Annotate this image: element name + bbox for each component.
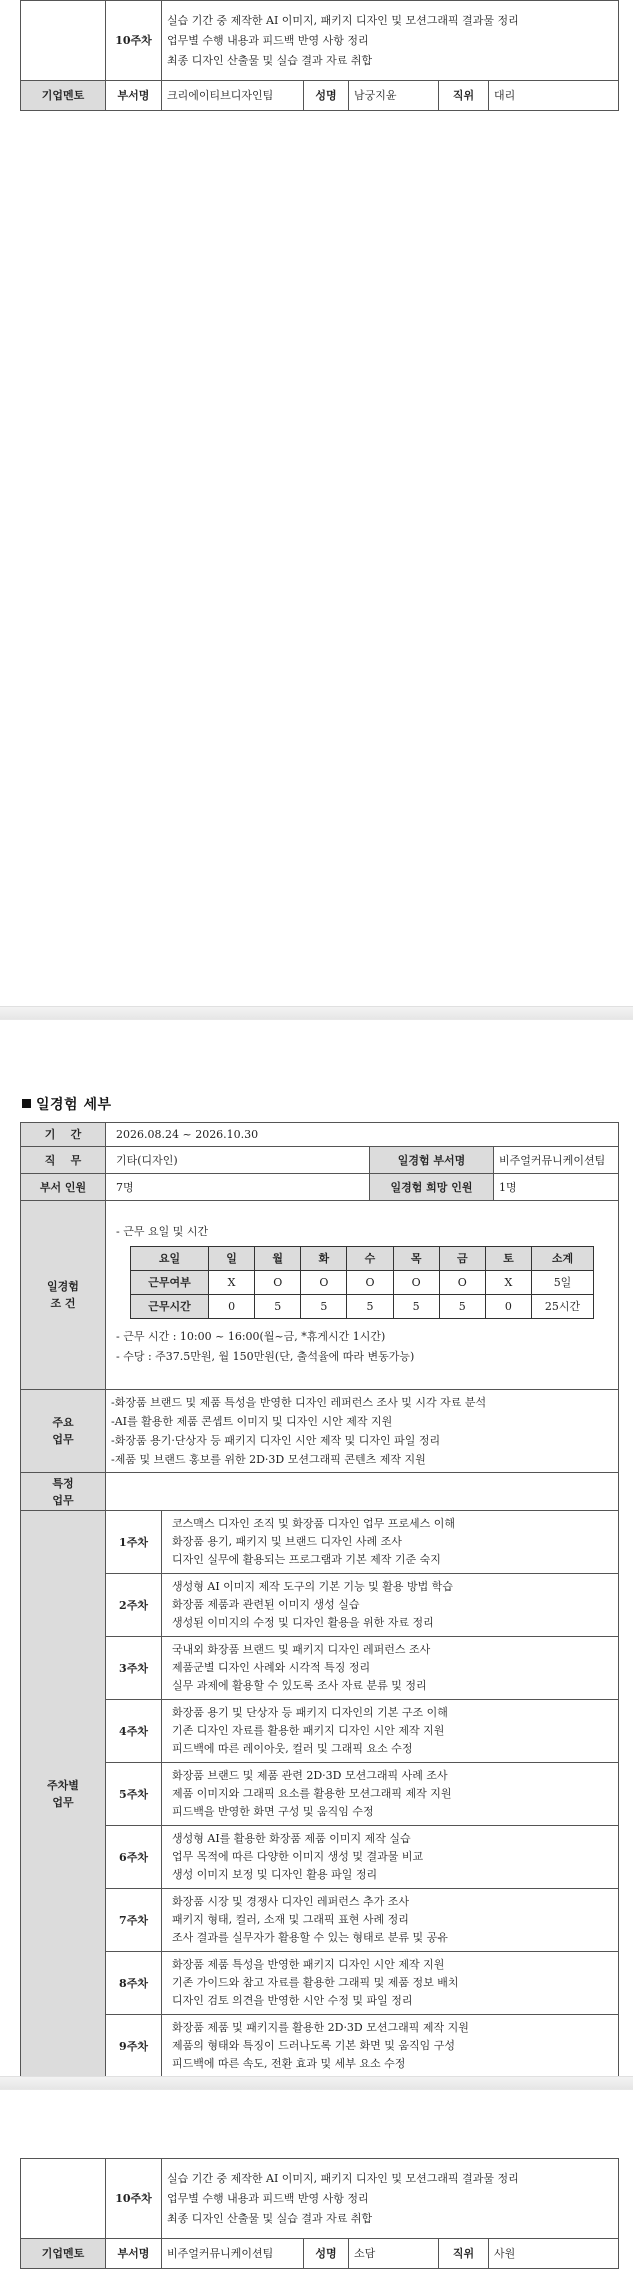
main-duty-label-line: 업무 bbox=[52, 1433, 74, 1446]
week-label: 3주차 bbox=[106, 1637, 162, 1700]
week-label: 7주차 bbox=[106, 1889, 162, 1952]
week-line: 피드백을 반영한 화면 구성 및 움직임 수정 bbox=[172, 1805, 374, 1818]
week-line: 생성된 이미지의 수정 및 디자인 활용을 위한 자료 정리 bbox=[172, 1616, 434, 1629]
conditions-note: - 수당 : 주37.5만원, 월 150만원(단, 출석율에 따라 변동가능) bbox=[116, 1350, 415, 1363]
weekly-duty-label-line: 주차별 bbox=[47, 1779, 79, 1792]
conditions-content bbox=[106, 1201, 619, 1390]
special-duty-label bbox=[21, 1473, 106, 1511]
period-label: 기 간 bbox=[21, 1123, 106, 1147]
mentor-dept-value: 크리에이티브디자인팀 bbox=[162, 81, 304, 111]
work-schedule-table bbox=[130, 1246, 594, 1319]
week10-line: 최종 디자인 산출물 및 실습 결과 자료 취합 bbox=[167, 53, 373, 67]
job-label: 직 무 bbox=[21, 1147, 106, 1174]
conditions-label-line: 일경험 bbox=[47, 1280, 79, 1293]
section-title-text: 일경험 세부 bbox=[36, 1097, 112, 1113]
mentor-name-value: 남궁지윤 bbox=[349, 81, 439, 111]
week-line: 화장품 제품 및 패키지를 활용한 2D·3D 모션그래픽 제작 지원 bbox=[172, 2021, 469, 2034]
bottom-continuation-table bbox=[20, 2158, 619, 2269]
schedule-cell: O bbox=[439, 1271, 485, 1295]
schedule-cell: 0 bbox=[209, 1295, 255, 1319]
week-label: 1주차 bbox=[106, 1511, 162, 1574]
week-line: 디자인 실무에 활용되는 프로그램과 기본 제작 기준 숙지 bbox=[172, 1553, 441, 1566]
schedule-cell: 5 bbox=[393, 1295, 439, 1319]
section-title bbox=[22, 1094, 112, 1114]
mentor-position-label: 직위 bbox=[439, 2239, 489, 2269]
schedule-header: 목 bbox=[393, 1247, 439, 1271]
schedule-row-label: 근무여부 bbox=[131, 1271, 209, 1295]
period-value: 2026.08.24 ~ 2026.10.30 bbox=[106, 1123, 619, 1147]
hope-label: 일경험 희망 인원 bbox=[370, 1174, 494, 1201]
schedule-cell: 5 bbox=[301, 1295, 347, 1319]
week10-line: 실습 기간 중 제작한 AI 이미지, 패키지 디자인 및 모션그래픽 결과물 정리 bbox=[167, 13, 519, 27]
week-line: 업무 목적에 따른 다양한 이미지 생성 및 결과물 비교 bbox=[172, 1850, 424, 1863]
week-line: 조사 결과를 실무자가 활용할 수 있는 형태로 분류 및 공유 bbox=[172, 1931, 448, 1944]
mentor-dept-value: 비주얼커뮤니케이션팀 bbox=[162, 2239, 304, 2269]
week-line: 생성형 AI를 활용한 화장품 제품 이미지 제작 실습 bbox=[172, 1832, 411, 1845]
week-line: 코스맥스 디자인 조직 및 화장품 디자인 업무 프로세스 이해 bbox=[172, 1517, 455, 1530]
job-value: 기타(디자인) bbox=[106, 1147, 370, 1174]
week-content bbox=[162, 1889, 619, 1952]
schedule-row-label: 근무시간 bbox=[131, 1295, 209, 1319]
schedule-cell: O bbox=[301, 1271, 347, 1295]
square-bullet-icon bbox=[22, 1099, 31, 1108]
dept-value: 비주얼커뮤니케이션팀 bbox=[494, 1147, 619, 1174]
schedule-cell: 25시간 bbox=[532, 1295, 594, 1319]
main-duty-content bbox=[106, 1390, 619, 1473]
mentor-label: 기업멘토 bbox=[21, 2239, 106, 2269]
conditions-intro: - 근무 요일 및 시간 bbox=[116, 1225, 209, 1238]
schedule-header: 요일 bbox=[131, 1247, 209, 1271]
dept-label: 일경험 부서명 bbox=[370, 1147, 494, 1174]
special-duty-label-line: 업무 bbox=[52, 1493, 74, 1507]
schedule-cell: 5 bbox=[255, 1295, 301, 1319]
conditions-label bbox=[21, 1201, 106, 1390]
schedule-header: 금 bbox=[439, 1247, 485, 1271]
mentor-position-value: 대리 bbox=[489, 81, 619, 111]
mentor-position-value: 사원 bbox=[489, 2239, 619, 2269]
week10-label: 10주차 bbox=[106, 2159, 162, 2239]
week-line: 제품의 형태와 특징이 드러나도록 기본 화면 및 움직임 구성 bbox=[172, 2039, 455, 2052]
schedule-cell: 5 bbox=[439, 1295, 485, 1319]
week10-line: 업무별 수행 내용과 피드백 반영 사항 정리 bbox=[167, 33, 369, 47]
week-line: 화장품 용기, 패키지 및 브랜드 디자인 사례 조사 bbox=[172, 1535, 402, 1548]
week-line: 제품 이미지와 그래픽 요소를 활용한 모션그래픽 제작 지원 bbox=[172, 1787, 452, 1800]
schedule-header: 일 bbox=[209, 1247, 255, 1271]
week10-line: 최종 디자인 산출물 및 실습 결과 자료 취합 bbox=[167, 2211, 373, 2225]
main-duty-item: -AI를 활용한 제품 콘셉트 이미지 및 디자인 시안 제작 지원 bbox=[111, 1415, 393, 1428]
week10-label: 10주차 bbox=[106, 1, 162, 81]
mentor-name-label: 성명 bbox=[304, 2239, 349, 2269]
week10-content bbox=[162, 2159, 619, 2239]
mentor-name-label: 성명 bbox=[304, 81, 349, 111]
week-content bbox=[162, 1511, 619, 1574]
staff-label: 부서 인원 bbox=[21, 1174, 106, 1201]
week-content bbox=[162, 1763, 619, 1826]
week-label: 8주차 bbox=[106, 1952, 162, 2015]
mentor-position-label: 직위 bbox=[439, 81, 489, 111]
schedule-header: 토 bbox=[485, 1247, 531, 1271]
schedule-header: 화 bbox=[301, 1247, 347, 1271]
week-line: 화장품 브랜드 및 제품 관련 2D·3D 모션그래픽 사례 조사 bbox=[172, 1769, 448, 1782]
week-line: 제품군별 디자인 사례와 시각적 특징 정리 bbox=[172, 1661, 371, 1674]
main-duty-item: -화장품 용기·단상자 등 패키지 디자인 시안 제작 및 디자인 파일 정리 bbox=[111, 1434, 441, 1447]
week-content bbox=[162, 1826, 619, 1889]
week-line: 국내외 화장품 브랜드 및 패키지 디자인 레퍼런스 조사 bbox=[172, 1643, 431, 1656]
week-line: 피드백에 따른 속도, 전환 효과 및 세부 요소 수정 bbox=[172, 2057, 406, 2070]
week-line: 기존 가이드와 참고 자료를 활용한 그래픽 및 제품 정보 배치 bbox=[172, 1976, 459, 1989]
weekly-duty-label bbox=[21, 1511, 106, 2078]
staff-value: 7명 bbox=[106, 1174, 370, 1201]
schedule-cell: X bbox=[209, 1271, 255, 1295]
week-label: 2주차 bbox=[106, 1574, 162, 1637]
main-duty-item: -화장품 브랜드 및 제품 특성을 반영한 디자인 레퍼런스 조사 및 시각 자료 분석 bbox=[111, 1396, 487, 1409]
mentor-name-value: 소담 bbox=[349, 2239, 439, 2269]
schedule-cell: O bbox=[347, 1271, 393, 1295]
schedule-header: 월 bbox=[255, 1247, 301, 1271]
week-line: 패키지 형태, 컬러, 소재 및 그래픽 표현 사례 정리 bbox=[172, 1913, 409, 1926]
week-content bbox=[162, 1952, 619, 2015]
week-line: 생성형 AI 이미지 제작 도구의 기본 기능 및 활용 방법 학습 bbox=[172, 1580, 454, 1593]
special-duty-content bbox=[106, 1473, 619, 1511]
schedule-header: 소계 bbox=[532, 1247, 594, 1271]
mentor-dept-label: 부서명 bbox=[106, 2239, 162, 2269]
schedule-cell: O bbox=[393, 1271, 439, 1295]
conditions-note: - 근무 시간 : 10:00 ~ 16:00(월~금, *휴게시간 1시간) bbox=[116, 1330, 386, 1343]
weekly-duty-label-line: 업무 bbox=[52, 1796, 74, 1809]
week-line: 기존 디자인 자료를 활용한 패키지 디자인 시안 제작 지원 bbox=[172, 1724, 445, 1737]
mentor-dept-label: 부서명 bbox=[106, 81, 162, 111]
main-duty-item: -제품 및 브랜드 홍보를 위한 2D·3D 모션그래픽 콘텐츠 제작 지원 bbox=[111, 1453, 426, 1466]
week-content bbox=[162, 1700, 619, 1763]
week-line: 피드백에 따른 레이아웃, 컬러 및 그래픽 요소 수정 bbox=[172, 1742, 413, 1755]
week-line: 화장품 제품 특성을 반영한 패키지 디자인 시안 제작 지원 bbox=[172, 1958, 445, 1971]
schedule-header: 수 bbox=[347, 1247, 393, 1271]
week-line: 실무 과제에 활용할 수 있도록 조사 자료 분류 및 정리 bbox=[172, 1679, 427, 1692]
detail-table bbox=[20, 1122, 619, 2078]
week10-line: 업무별 수행 내용과 피드백 반영 사항 정리 bbox=[167, 2191, 369, 2205]
page-separator bbox=[0, 2076, 633, 2090]
schedule-cell: X bbox=[485, 1271, 531, 1295]
week-line: 디자인 검토 의견을 반영한 시안 수정 및 파일 정리 bbox=[172, 1994, 413, 2007]
week-label: 6주차 bbox=[106, 1826, 162, 1889]
week-blank-cell bbox=[21, 2159, 106, 2239]
week-label: 9주차 bbox=[106, 2015, 162, 2078]
week-line: 생성 이미지 보정 및 디자인 활용 파일 정리 bbox=[172, 1868, 378, 1881]
conditions-label-line: 조 건 bbox=[50, 1297, 76, 1310]
schedule-wrap bbox=[116, 1246, 608, 1319]
week-label: 4주차 bbox=[106, 1700, 162, 1763]
main-duty-label bbox=[21, 1390, 106, 1473]
week-content bbox=[162, 2015, 619, 2078]
week-line: 화장품 제품과 관련된 이미지 생성 실습 bbox=[172, 1598, 360, 1611]
hope-value: 1명 bbox=[494, 1174, 619, 1201]
special-duty-label-line: 특정 bbox=[52, 1476, 74, 1490]
week-label: 5주차 bbox=[106, 1763, 162, 1826]
schedule-cell: O bbox=[255, 1271, 301, 1295]
main-duty-label-line: 주요 bbox=[52, 1416, 74, 1429]
week10-content bbox=[162, 1, 619, 81]
page-separator bbox=[0, 1006, 633, 1020]
week-blank-cell bbox=[21, 1, 106, 81]
top-continuation-table bbox=[20, 0, 619, 111]
week-line: 화장품 용기 및 단상자 등 패키지 디자인의 기본 구조 이해 bbox=[172, 1706, 448, 1719]
schedule-cell: 5일 bbox=[532, 1271, 594, 1295]
mentor-label: 기업멘토 bbox=[21, 81, 106, 111]
week-content bbox=[162, 1574, 619, 1637]
week-content bbox=[162, 1637, 619, 1700]
schedule-cell: 0 bbox=[485, 1295, 531, 1319]
week-line: 화장품 시장 및 경쟁사 디자인 레퍼런스 추가 조사 bbox=[172, 1895, 409, 1908]
week10-line: 실습 기간 중 제작한 AI 이미지, 패키지 디자인 및 모션그래픽 결과물 정리 bbox=[167, 2171, 519, 2185]
schedule-cell: 5 bbox=[347, 1295, 393, 1319]
